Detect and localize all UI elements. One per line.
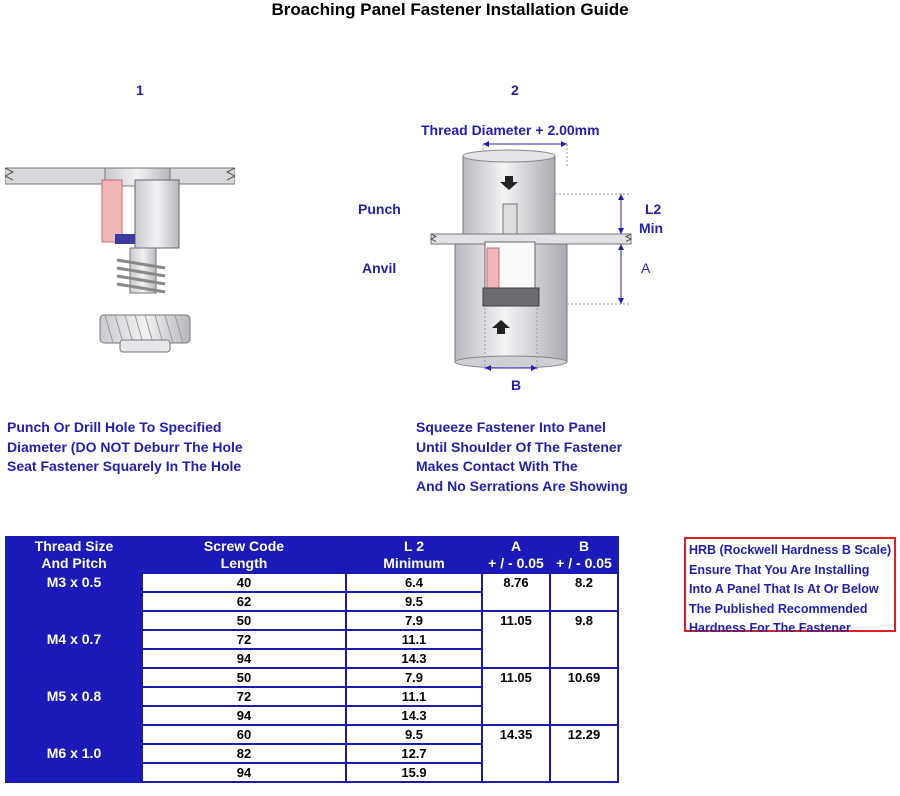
cell-l2: 14.3	[346, 649, 482, 668]
hardness-note	[684, 537, 896, 635]
cell-b: 9.8	[550, 611, 618, 668]
table-row	[6, 611, 618, 630]
cell-length: 94	[142, 706, 346, 725]
instruction-line: Diameter (DO NOT Deburr The Hole	[7, 438, 243, 455]
instruction-line: Seat Fastener Squarely In The Hole	[7, 458, 242, 474]
cell-length: 40	[142, 573, 346, 592]
header-thread-size	[6, 537, 142, 573]
figure-2-drawing	[425, 138, 640, 374]
cell-length: 82	[142, 744, 346, 763]
table-header-row	[6, 537, 618, 573]
step-1-label: 1	[136, 82, 144, 98]
cell-a: 11.05	[482, 611, 550, 668]
label-l2: L2	[645, 201, 662, 217]
header-b	[550, 537, 618, 573]
note-line: Ensure That You Are Installing	[689, 562, 870, 577]
cell-length: 60	[142, 725, 346, 744]
note-line: Hardness For The Fastener	[689, 621, 851, 635]
header-line: Minimum	[383, 555, 445, 571]
figure-2-press	[425, 138, 640, 374]
header-line: A	[510, 538, 522, 554]
label-b: B	[511, 377, 522, 393]
note-line: The Published Recommended	[689, 601, 868, 616]
cell-length: 50	[142, 611, 346, 630]
note-line: HRB (Rockwell Hardness B Scale)	[689, 543, 892, 557]
cell-b: 10.69	[550, 668, 618, 725]
table-row	[6, 725, 618, 744]
header-a	[482, 537, 550, 573]
header-line: And Pitch	[41, 555, 107, 571]
cell-l2: 6.4	[346, 573, 482, 592]
table-row	[6, 573, 618, 592]
cell-l2: 15.9	[346, 763, 482, 782]
figure-1-drawing	[5, 160, 235, 360]
label-thread-diameter: Thread Diameter + 2.00mm	[421, 122, 600, 138]
figure-1-fastener-seated	[5, 160, 235, 360]
instruction-line: Punch Or Drill Hole To Specified	[7, 419, 222, 435]
header-screw-code	[142, 537, 346, 573]
cell-length: 72	[142, 630, 346, 649]
cell-thread-size: M3 x 0.5	[6, 573, 142, 611]
cell-l2: 12.7	[346, 744, 482, 763]
header-line: L 2	[404, 538, 424, 554]
label-anvil: Anvil	[362, 260, 397, 276]
header-line: B	[578, 538, 590, 554]
instruction-line: Squeeze Fastener Into Panel	[416, 419, 606, 435]
cell-length: 94	[142, 763, 346, 782]
cell-l2: 11.1	[346, 687, 482, 706]
cell-l2: 7.9	[346, 611, 482, 630]
cell-thread-size: M5 x 0.8	[6, 668, 142, 725]
label-punch: Punch	[358, 201, 401, 217]
table-row	[6, 668, 618, 687]
cell-thread-size: M4 x 0.7	[6, 611, 142, 668]
specification-table	[5, 536, 619, 783]
cell-l2: 14.3	[346, 706, 482, 725]
page-title: Broaching Panel Fastener Installation Guide	[271, 0, 629, 19]
cell-length: 62	[142, 592, 346, 611]
cell-l2: 7.9	[346, 668, 482, 687]
cell-length: 50	[142, 668, 346, 687]
cell-l2: 11.1	[346, 630, 482, 649]
instructions-step-1	[7, 418, 243, 477]
label-a: A	[641, 260, 651, 276]
cell-a: 14.35	[482, 725, 550, 782]
cell-a: 8.76	[482, 573, 550, 611]
note-line: Into A Panel That Is At Or Below	[689, 582, 879, 596]
cell-a: 11.05	[482, 668, 550, 725]
cell-l2: 9.5	[346, 725, 482, 744]
header-line: Length	[220, 555, 268, 571]
header-line: Thread Size	[34, 538, 114, 554]
cell-b: 12.29	[550, 725, 618, 782]
instruction-line: And No Serrations Are Showing	[416, 477, 628, 494]
header-line: Screw Code	[203, 538, 285, 554]
instruction-line: Until Shoulder Of The Fastener	[416, 438, 623, 455]
header-line: + / - 0.05	[556, 555, 612, 571]
header-line: + / - 0.05	[488, 555, 544, 571]
cell-thread-size: M6 x 1.0	[6, 725, 142, 782]
cell-length: 72	[142, 687, 346, 706]
cell-length: 94	[142, 649, 346, 668]
cell-b: 8.2	[550, 573, 618, 611]
header-l2	[346, 537, 482, 573]
step-2-label: 2	[511, 82, 519, 98]
label-min: Min	[639, 220, 664, 236]
instruction-line: Makes Contact With The	[416, 458, 578, 474]
instructions-step-2	[416, 418, 628, 496]
cell-l2: 9.5	[346, 592, 482, 611]
